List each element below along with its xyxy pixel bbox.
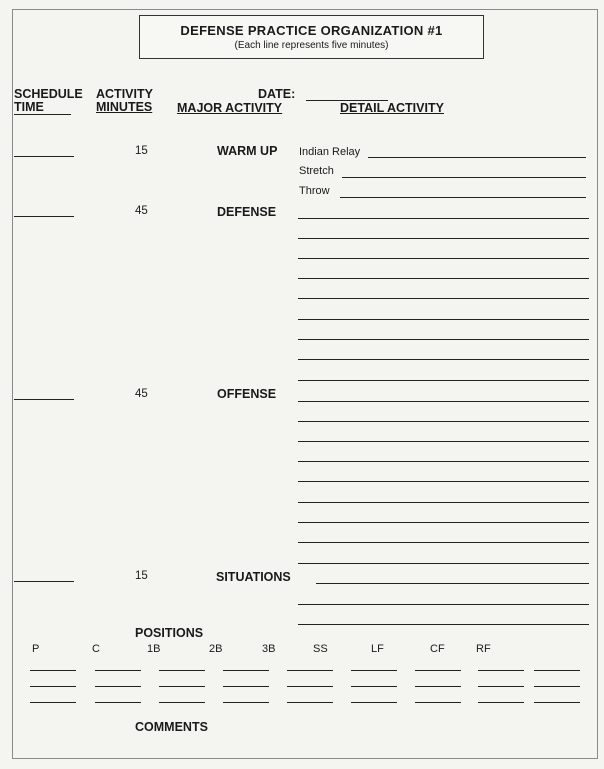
header-time-underline: [14, 114, 71, 115]
minutes-value: 15: [135, 145, 148, 157]
detail-line[interactable]: [298, 522, 589, 523]
page-subtitle: (Each line represents five minutes): [234, 40, 389, 51]
position-line[interactable]: [287, 702, 333, 703]
minutes-value: 15: [135, 570, 148, 582]
detail-line[interactable]: [298, 461, 589, 462]
position-line[interactable]: [223, 670, 269, 671]
detail-line[interactable]: [298, 421, 589, 422]
detail-label: Stretch: [299, 165, 334, 177]
detail-line[interactable]: [368, 157, 586, 158]
position-line[interactable]: [351, 686, 397, 687]
major-activity-warm-up: WARM UP: [217, 144, 278, 158]
header-detail-activity: DETAIL ACTIVITY: [340, 101, 444, 115]
position-label: C: [92, 643, 100, 655]
position-line[interactable]: [534, 686, 580, 687]
position-line[interactable]: [534, 702, 580, 703]
detail-line[interactable]: [298, 278, 589, 279]
position-label: 3B: [262, 643, 276, 655]
detail-line[interactable]: [298, 238, 589, 239]
position-line[interactable]: [95, 686, 141, 687]
header-time: TIME: [14, 100, 44, 114]
position-line[interactable]: [415, 686, 461, 687]
position-label: CF: [430, 643, 445, 655]
detail-line[interactable]: [298, 258, 589, 259]
positions-label: POSITIONS: [135, 626, 204, 640]
detail-line[interactable]: [298, 542, 589, 543]
detail-line[interactable]: [298, 604, 589, 605]
page-title: DEFENSE PRACTICE ORGANIZATION #1: [180, 23, 443, 38]
header-major-activity: MAJOR ACTIVITY: [177, 101, 283, 115]
position-line[interactable]: [287, 670, 333, 671]
major-activity-defense: DEFENSE: [217, 205, 277, 219]
position-label: RF: [476, 643, 491, 655]
detail-line[interactable]: [340, 197, 586, 198]
schedule-time-line[interactable]: [14, 156, 74, 157]
detail-line[interactable]: [342, 177, 586, 178]
position-line[interactable]: [223, 686, 269, 687]
position-line[interactable]: [415, 670, 461, 671]
major-activity-offense: OFFENSE: [217, 387, 277, 401]
comments-label: COMMENTS: [135, 720, 208, 734]
detail-label: Throw: [299, 185, 330, 197]
title-box: [139, 15, 484, 59]
position-line[interactable]: [478, 670, 524, 671]
header-date: DATE:: [258, 87, 296, 101]
detail-line[interactable]: [298, 502, 589, 503]
position-label: P: [32, 643, 40, 655]
position-label: LF: [371, 643, 384, 655]
detail-line[interactable]: [298, 218, 589, 219]
position-line[interactable]: [159, 670, 205, 671]
detail-line[interactable]: [298, 481, 589, 482]
position-line[interactable]: [415, 702, 461, 703]
position-line[interactable]: [30, 670, 76, 671]
detail-line[interactable]: [298, 319, 589, 320]
detail-line[interactable]: [298, 380, 589, 381]
position-line[interactable]: [287, 686, 333, 687]
minutes-value: 45: [135, 205, 148, 217]
position-line[interactable]: [534, 670, 580, 671]
detail-line[interactable]: [298, 298, 589, 299]
header-activity: ACTIVITY: [96, 87, 153, 101]
position-line[interactable]: [95, 670, 141, 671]
detail-line[interactable]: [298, 441, 589, 442]
header-minutes: MINUTES: [96, 100, 153, 114]
position-line[interactable]: [30, 686, 76, 687]
position-line[interactable]: [95, 702, 141, 703]
detail-label: Indian Relay: [299, 146, 361, 158]
detail-line[interactable]: [298, 339, 589, 340]
minutes-value: 45: [135, 388, 148, 400]
header-schedule: SCHEDULE: [14, 87, 83, 101]
position-line[interactable]: [159, 686, 205, 687]
schedule-time-line[interactable]: [14, 581, 74, 582]
position-line[interactable]: [223, 702, 269, 703]
detail-line[interactable]: [298, 359, 589, 360]
schedule-time-line[interactable]: [14, 216, 74, 217]
detail-line[interactable]: [316, 583, 589, 584]
position-line[interactable]: [351, 702, 397, 703]
position-label: 1B: [147, 643, 161, 655]
detail-line[interactable]: [298, 401, 589, 402]
position-line[interactable]: [351, 670, 397, 671]
position-label: SS: [313, 643, 328, 655]
position-line[interactable]: [478, 702, 524, 703]
major-activity-situations: SITUATIONS: [216, 570, 291, 584]
schedule-time-line[interactable]: [14, 399, 74, 400]
position-line[interactable]: [159, 702, 205, 703]
detail-line[interactable]: [298, 563, 589, 564]
detail-line[interactable]: [298, 624, 589, 625]
position-line[interactable]: [30, 702, 76, 703]
position-label: 2B: [209, 643, 223, 655]
position-line[interactable]: [478, 686, 524, 687]
